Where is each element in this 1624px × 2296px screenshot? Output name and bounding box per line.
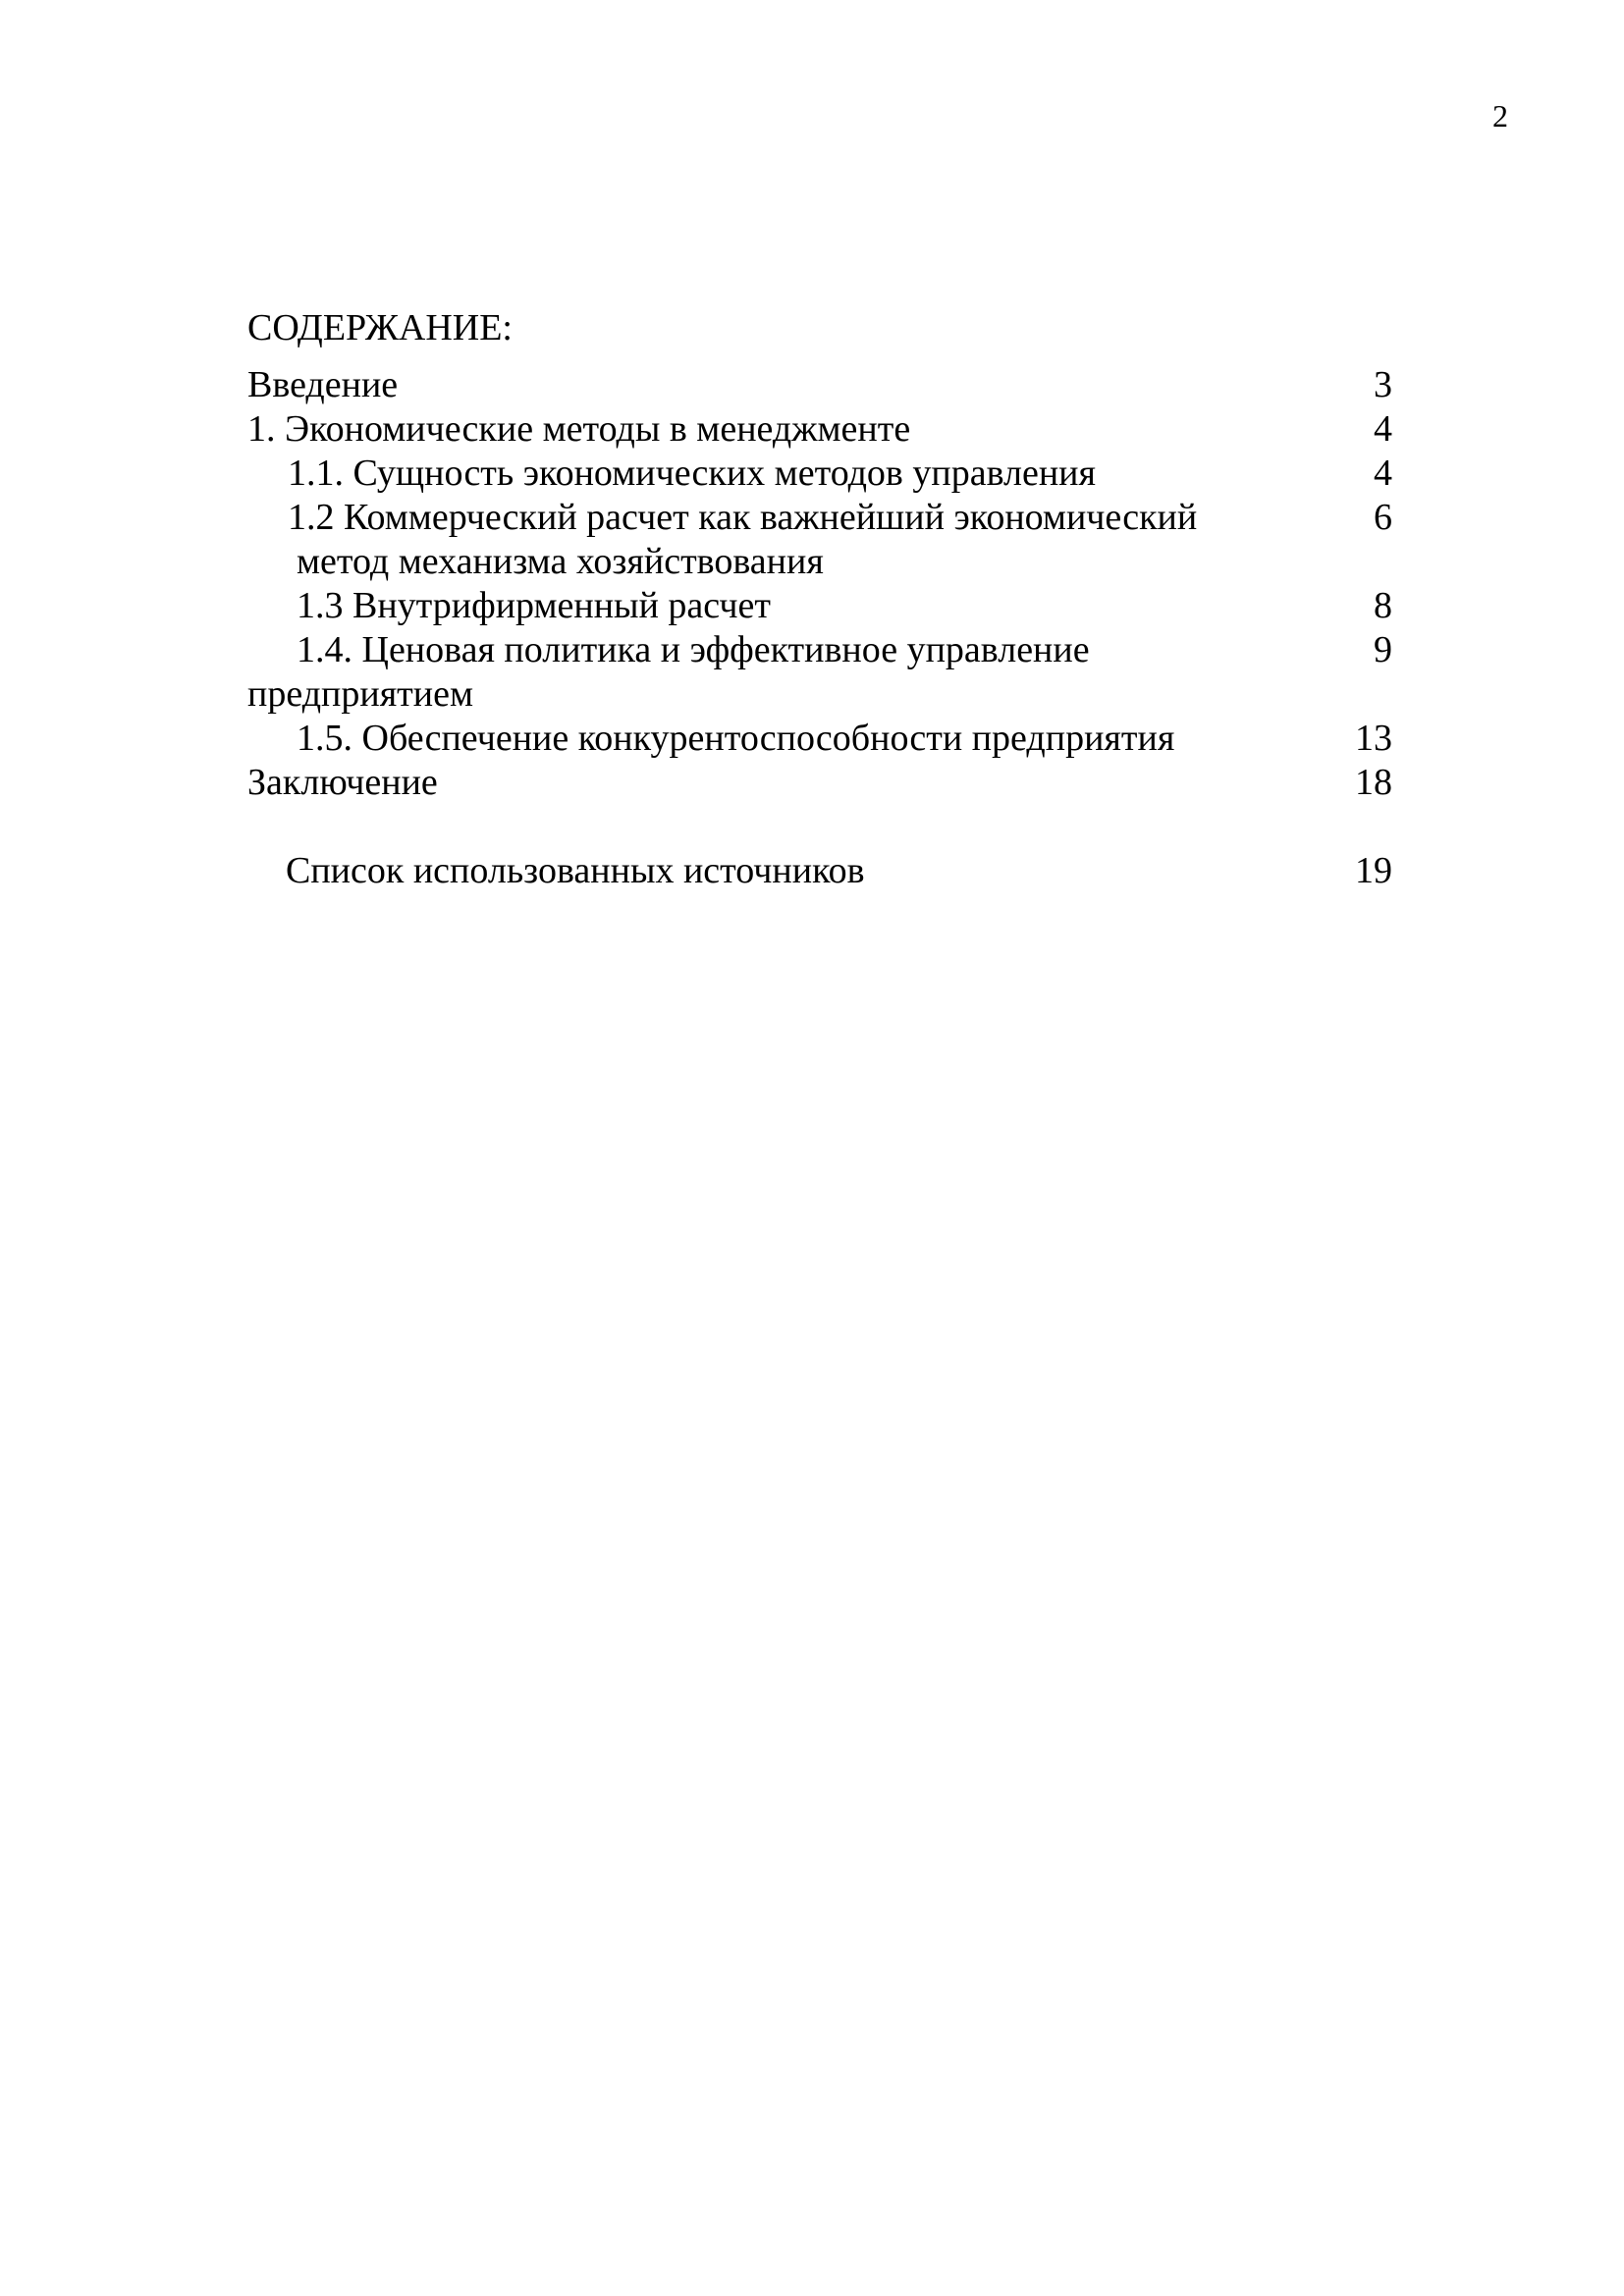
toc-entry-section-1-4-continued[interactable] — [0, 672, 1624, 717]
toc-entry-text: метод механизма хозяйствования — [297, 541, 824, 582]
toc-entry-text: 1.1. Сущность экономических методов управления — [288, 453, 1096, 494]
toc-entry-page: 6 — [1374, 497, 1392, 538]
toc-entry-section-1-5[interactable] — [0, 717, 1624, 761]
toc-entry-page: 18 — [1355, 762, 1392, 803]
toc-entry-text: 1.3 Внутрифирменный расчет — [297, 585, 771, 626]
toc-entry-text: 1.5. Обеспечение конкурентоспособности предприятия — [297, 718, 1175, 759]
toc-entry-page: 19 — [1355, 850, 1392, 891]
toc-entry-conclusion[interactable] — [0, 761, 1624, 805]
toc-entry-page: 4 — [1374, 453, 1392, 494]
toc-entry-section-1-4[interactable] — [0, 628, 1624, 672]
toc-entry-chapter-1[interactable] — [0, 407, 1624, 452]
toc-entry-page: 4 — [1374, 408, 1392, 450]
toc-entry-text: предприятием — [247, 673, 474, 715]
toc-entry-section-1-1[interactable] — [0, 452, 1624, 496]
toc-entry-text: Заключение — [247, 762, 438, 803]
toc-entry-page: 13 — [1355, 718, 1392, 759]
toc-entry-page: 9 — [1374, 629, 1392, 670]
page-number: 2 — [1492, 98, 1508, 133]
toc-entry-text: Введение — [247, 364, 399, 405]
toc-entry-text: 1.2 Коммерческий расчет как важнейший экономический — [288, 497, 1198, 538]
toc-entry-page: 3 — [1374, 364, 1392, 405]
toc-entry-section-1-2[interactable] — [0, 496, 1624, 540]
toc-entry-section-1-3[interactable] — [0, 584, 1624, 628]
toc-title: СОДЕРЖАНИЕ: — [247, 307, 513, 348]
toc-entry-introduction[interactable] — [0, 363, 1624, 407]
toc-entry-text: 1. Экономические методы в менеджменте — [247, 408, 911, 450]
toc-entry-page: 8 — [1374, 585, 1392, 626]
toc-entry-text: Список использованных источников — [286, 850, 865, 891]
toc-entry-text: 1.4. Ценовая политика и эффективное управление — [297, 629, 1090, 670]
toc-entry-references[interactable] — [0, 849, 1624, 893]
toc-entry-section-1-2-continued[interactable] — [0, 540, 1624, 584]
